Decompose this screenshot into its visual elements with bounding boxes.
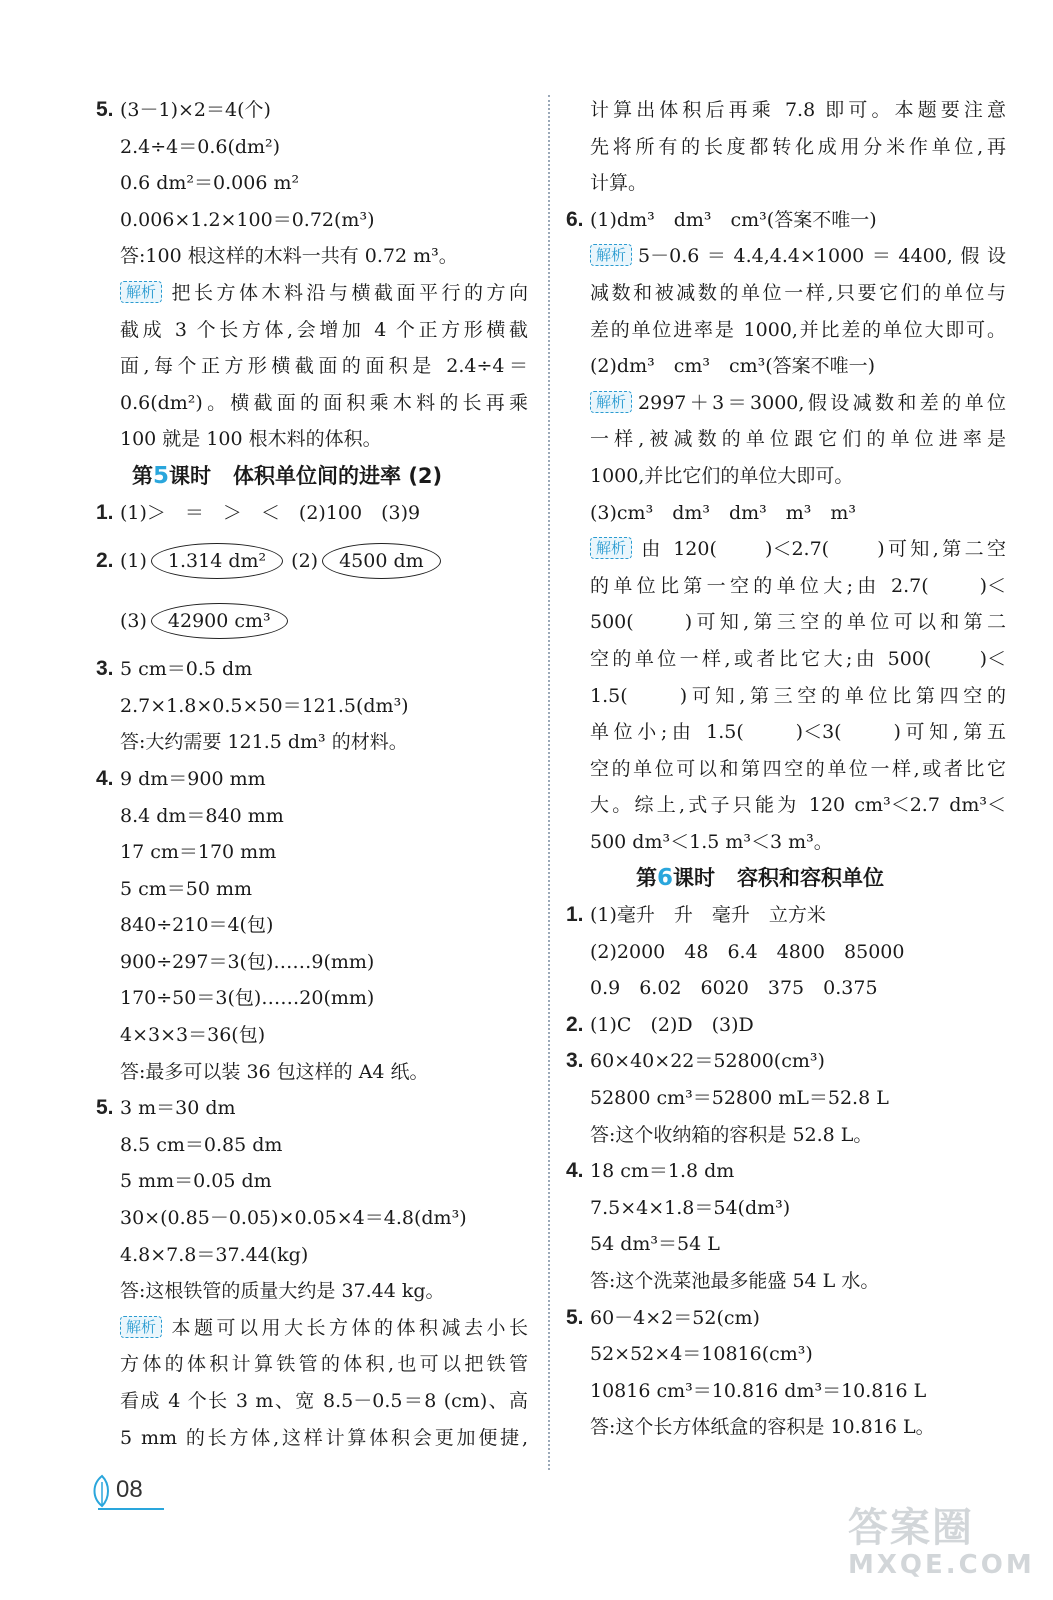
explanation-line: 面,每个正方形横截面的面积是 2.4÷4＝ (120, 355, 528, 378)
question-number: 2. (96, 549, 114, 573)
explanation-line: 解析 本题可以用大长方体的体积减去小长 (96, 1310, 528, 1347)
answer-line: 10816 cm³＝10.816 dm³＝10.816 L (590, 1379, 927, 1402)
circled-answer: 4500 dm (322, 543, 441, 579)
analysis-tag: 解析 (590, 391, 632, 413)
answer-line: 5. (3－1)×2＝4(个) (96, 92, 528, 129)
question-number: 1. (566, 903, 584, 927)
question-number: 4. (566, 1159, 584, 1183)
explanation-line: 减数和被减数的单位一样,只要它们的单位与 (590, 281, 1006, 304)
left-column (96, 92, 528, 1456)
answer-line: 答:这个长方体纸盒的容积是 10.816 L。 (590, 1416, 935, 1439)
page-number: 08 (116, 1476, 143, 1503)
explanation-line: 的单位比第一空的单位大;由 2.7( )＜ (590, 574, 1006, 597)
answer-line: 答:这个洗菜池最多能盛 54 L 水。 (590, 1270, 880, 1292)
answer-line: 1. (1)毫升 升 毫升 立方米 (566, 897, 1006, 934)
explanation-line: 500( )可知,第三空的单位可以和第二 (590, 611, 1006, 634)
question-number: 5. (96, 1096, 114, 1120)
analysis-tag: 解析 (590, 537, 632, 559)
question-number: 4. (96, 766, 114, 790)
answer-line: 3. 5 cm＝0.5 dm (96, 651, 528, 688)
answer-line: 30×(0.85－0.05)×0.05×4＝4.8(dm³) (120, 1207, 467, 1230)
answer-line: 17 cm＝170 mm (120, 841, 277, 864)
explanation-line: 空的单位一样,或者比它大;由 500( )＜ (590, 647, 1006, 670)
page-footer (88, 1472, 158, 1512)
answer-line: 5. 60－4×2＝52(cm) (566, 1300, 1006, 1337)
question-number: 3. (566, 1049, 584, 1073)
explanation-line: 1.5( )可知,第三空的单位比第四空的 (590, 684, 1006, 707)
circled-answer: 42900 cm³ (151, 603, 288, 639)
question-number: 3. (96, 657, 114, 681)
watermark-logo (848, 1505, 1035, 1585)
answer-line: 4.8×7.8＝37.44(kg) (120, 1243, 309, 1266)
question-number: 1. (96, 500, 114, 524)
watermark-url: MXQE.COM (848, 1550, 1035, 1580)
answer-line: 答:这根铁管的质量大约是 37.44 kg。 (120, 1280, 445, 1303)
answer-line: 0.006×1.2×100＝0.72(m³) (120, 208, 375, 231)
explanation-line: 截成 3 个长方体,会增加 4 个正方形横截 (120, 318, 528, 341)
answer-line: 2. (1) 1.314 dm² (2) 4500 dm (96, 531, 528, 591)
answer-line: 7.5×4×1.8＝54(dm³) (590, 1196, 791, 1219)
question-number: 2. (566, 1012, 584, 1036)
analysis-tag: 解析 (120, 1316, 162, 1338)
answer-line: 5 mm＝0.05 dm (120, 1170, 272, 1193)
explanation-line: 大。综上,式子只能为 120 cm³＜2.7 dm³＜ (590, 794, 1006, 817)
question-number: 6. (566, 207, 584, 231)
explanation-line: 看成 4 个长 3 m、宽 8.5－0.5＝8 (cm)、高 (120, 1390, 528, 1412)
answer-line: 5. 3 m＝30 dm (96, 1090, 528, 1127)
answer-line: (3) 42900 cm³ (96, 591, 528, 651)
answer-line: 0.6 dm²＝0.006 m² (120, 172, 300, 195)
explanation-line: 解析 2997＋3＝3000,假设减数和差的单位 (566, 385, 1006, 422)
answer-line: 8.4 dm＝840 mm (120, 804, 284, 827)
answer-line: 840÷210＝4(包) (120, 914, 274, 937)
answer-line: (2)dm³ cm³ cm³(答案不唯一) (590, 355, 876, 378)
explanation-line: 差的单位进率是 1000,并比差的单位大即可。 (590, 318, 1006, 341)
answer-line: 2. (1)C (2)D (3)D (566, 1007, 1006, 1044)
explanation-line: 方体的体积计算铁管的体积,也可以把铁管 (120, 1353, 528, 1376)
explanation-line: 解析 把长方体木料沿与横截面平行的方向 (96, 275, 528, 312)
answer-line: 900÷297＝3(包)……9(mm) (120, 950, 375, 973)
explanation-line: 5 mm 的长方体,这样计算体积会更加便捷, (120, 1426, 528, 1449)
answer-line: 5 cm＝50 mm (120, 877, 253, 900)
circled-answer: 1.314 dm² (151, 543, 283, 579)
lesson-heading: 第5课时 体积单位间的进率 (2) (132, 462, 443, 489)
explanation-line: 100 就是 100 根木料的体积。 (120, 428, 382, 451)
answer-line: 答:最多可以装 36 包这样的 A4 纸。 (120, 1060, 429, 1083)
explanation-line: 0.6(dm²)。横截面的面积乘木料的长再乘 (120, 391, 528, 414)
explanation-line: 计算。 (590, 172, 648, 195)
column-divider (548, 95, 550, 1470)
answer-line: 答:这个收纳箱的容积是 52.8 L。 (590, 1123, 873, 1146)
answer-line: (2)2000 48 6.4 4800 85000 (590, 940, 905, 963)
explanation-line: 先将所有的长度都转化成用分米作单位,再 (590, 135, 1006, 158)
answer-line: 2.7×1.8×0.5×50＝121.5(dm³) (120, 694, 409, 717)
answer-line: 52800 cm³＝52800 mL＝52.8 L (590, 1087, 889, 1110)
answer-line: (3)cm³ dm³ dm³ m³ m³ (590, 501, 857, 524)
footer-rule (98, 1508, 164, 1510)
explanation-line: 解析 5－0.6＝4.4,4.4×1000＝4400,假设 (566, 238, 1006, 275)
question-number: 5. (566, 1305, 584, 1329)
answer-line: 3. 60×40×22＝52800(cm³) (566, 1043, 1006, 1080)
answer-line: 答:大约需要 121.5 dm³ 的材料。 (120, 731, 408, 754)
leaf-icon (88, 1472, 116, 1512)
right-column (566, 92, 1006, 1446)
answer-line: 8.5 cm＝0.85 dm (120, 1133, 283, 1156)
explanation-line: 空的单位可以和第四空的单位一样,或者比它 (590, 757, 1006, 780)
answer-line: 0.9 6.02 6020 375 0.375 (590, 977, 878, 1000)
watermark-text: 答案圈 (848, 1505, 974, 1551)
answer-line: 4. 9 dm＝900 mm (96, 761, 528, 798)
answer-line: 答:100 根这样的木料一共有 0.72 m³。 (120, 245, 458, 268)
explanation-line: 计算出体积后再乘 7.8 即可。本题要注意 (590, 99, 1006, 121)
explanation-line: 解析 由 120( )＜2.7( )可知,第二空 (566, 531, 1006, 568)
answer-line: 1. (1)＞ ＝ ＞ ＜ (2)100 (3)9 (96, 495, 528, 532)
analysis-tag: 解析 (120, 281, 162, 303)
answer-line: 54 dm³＝54 L (590, 1233, 720, 1256)
answer-line: 4. 18 cm＝1.8 dm (566, 1153, 1006, 1190)
explanation-line: 一样,被减数的单位跟它们的单位进率是 (590, 428, 1006, 451)
answer-line: 4×3×3＝36(包) (120, 1024, 266, 1047)
lesson-heading: 第6课时 容积和容积单位 (636, 865, 885, 892)
question-number: 5. (96, 98, 114, 121)
answer-line: 2.4÷4＝0.6(dm²) (120, 135, 281, 158)
answer-line: 6. (1)dm³ dm³ cm³(答案不唯一) (566, 202, 1006, 239)
explanation-line: 500 dm³＜1.5 m³＜3 m³。 (590, 830, 833, 853)
analysis-tag: 解析 (590, 244, 632, 266)
answer-line: 52×52×4＝10816(cm³) (590, 1343, 813, 1366)
answer-line: 170÷50＝3(包)……20(mm) (120, 987, 375, 1010)
explanation-line: 单位小;由 1.5( )＜3( )可知,第五 (590, 721, 1006, 744)
explanation-line: 1000,并比它们的单位大即可。 (590, 464, 854, 487)
